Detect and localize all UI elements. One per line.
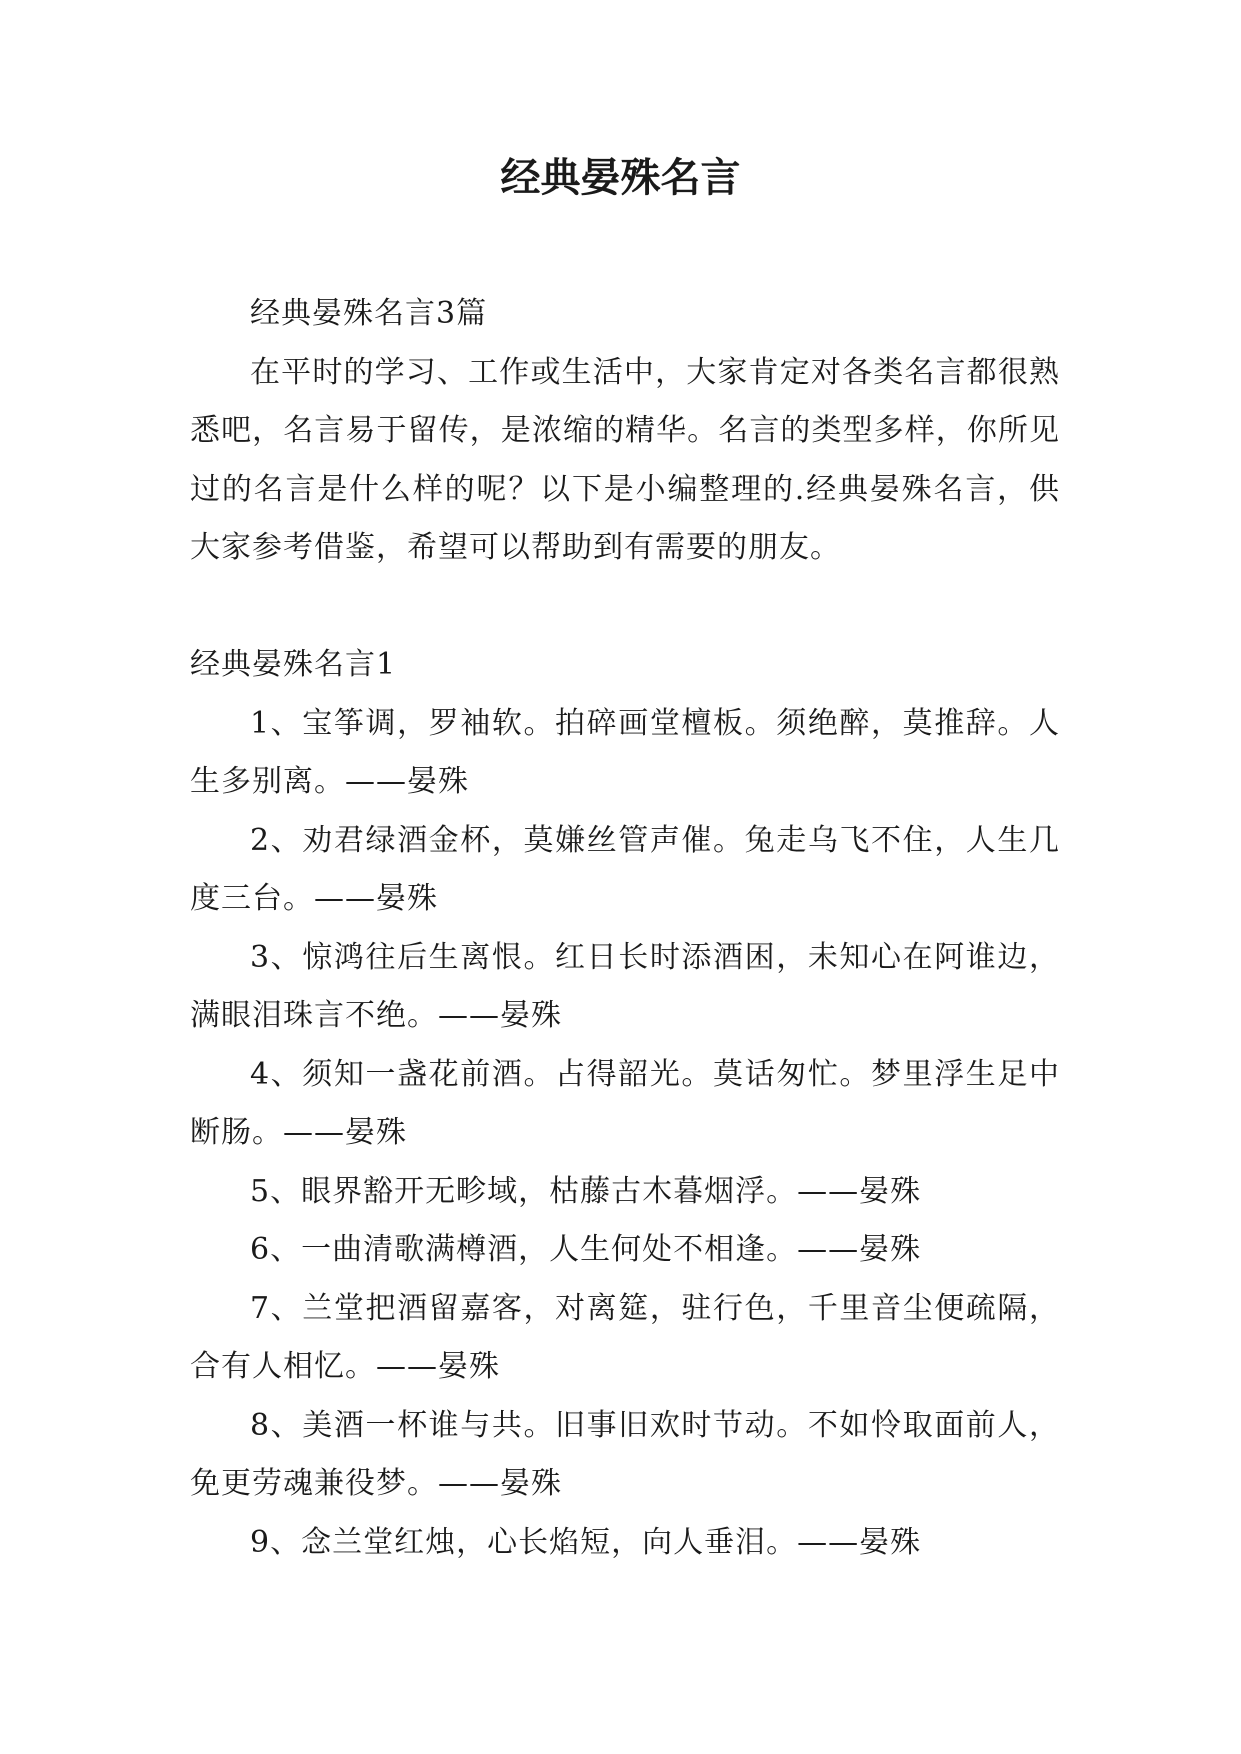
quote-item: 6、一曲清歌满樽酒，人生何处不相逢。——晏殊	[250, 1232, 922, 1267]
document-subtitle: 经典晏殊名言3篇	[250, 296, 488, 331]
quote-item: 2、劝君绿酒金杯，莫嫌丝管声催。兔走乌飞不住，人生几度三台。——晏殊	[190, 822, 1060, 916]
document-body	[190, 285, 1060, 1572]
quote-item: 9、念兰堂红烛，心长焰短，向人垂泪。——晏殊	[250, 1524, 922, 1560]
section-heading: 经典晏殊名言1	[190, 647, 397, 682]
quote-item: 5、眼界豁开无畛域，枯藤古木暮烟浮。——晏殊	[250, 1173, 922, 1209]
quote-item: 3、惊鸿往后生离恨。红日长时添酒困，未知心在阿谁边，满眼泪珠言不绝。——晏殊	[190, 939, 1060, 1033]
quote-item: 4、须知一盏花前酒。占得韶光。莫话匆忙。梦里浮生足中断肠。——晏殊	[190, 1056, 1060, 1150]
quote-item: 8、美酒一杯谁与共。旧事旧欢时节动。不如怜取面前人，免更劳魂兼役梦。——晏殊	[190, 1407, 1060, 1501]
document-title: 经典晏殊名言	[500, 155, 741, 201]
paragraph-gap	[190, 578, 1060, 637]
quote-item: 7、兰堂把酒留嘉客，对离筵，驻行色，千里音尘便疏隔，合有人相忆。——晏殊	[190, 1290, 1060, 1384]
intro-paragraph: 在平时的学习、工作或生活中，大家肯定对各类名言都很熟悉吧，名言易于留传，是浓缩的精华。名言的类型多样，你所见过的名言是什么样的呢？以下是小编整理的.经典晏殊名言，供大家参考借鉴，希望可以帮助到有需要的朋友。	[190, 354, 1060, 565]
quote-item: 1、宝筝调，罗袖软。拍碎画堂檀板。须绝醉，莫推辞。人生多别离。——晏殊	[190, 705, 1060, 799]
